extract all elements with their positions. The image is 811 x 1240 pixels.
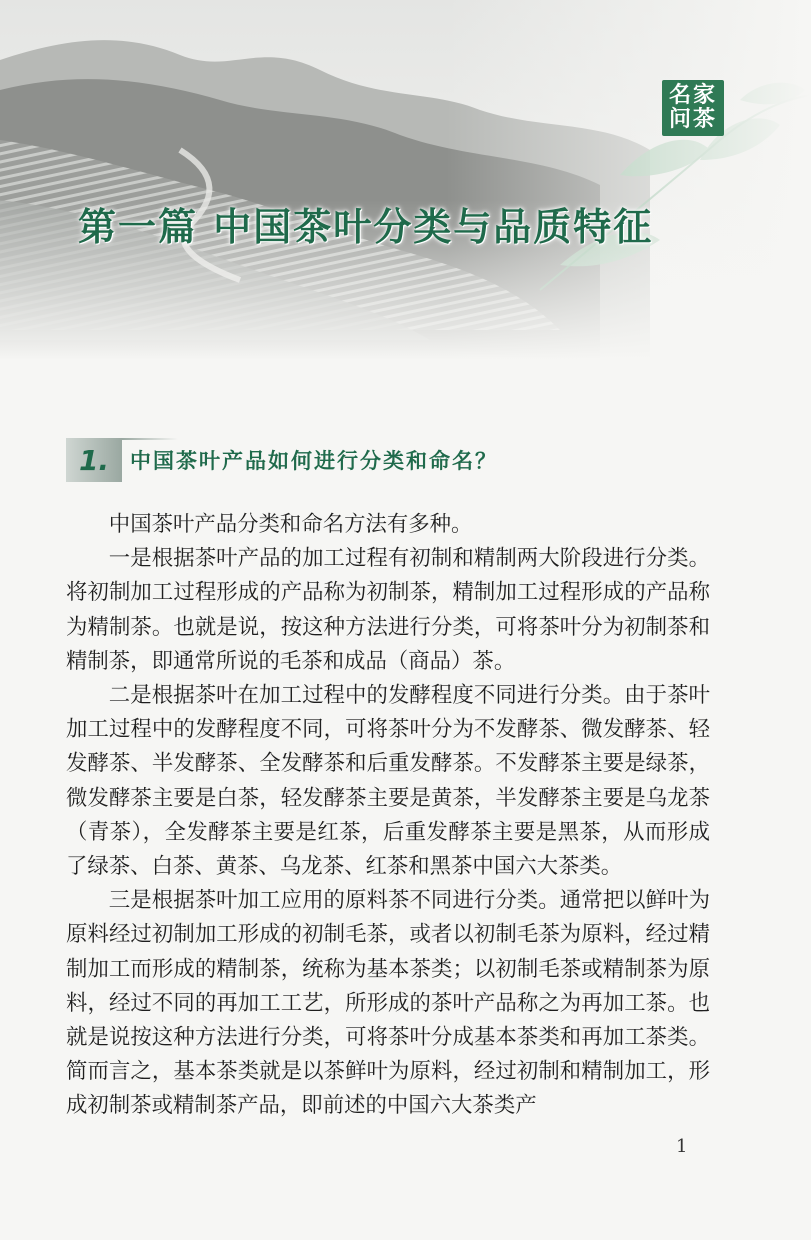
section-title: 中国茶叶产品如何进行分类和命名？ [130,449,498,473]
paragraph: 一是根据茶叶产品的加工过程有初制和精制两大阶段进行分类。将初制加工过程形成的产品称为初制茶，精制加工过程形成的产品称为精制茶。也就是说，按这种方法进行分类，可将茶叶分为初制茶和精制茶，即通常所说的毛茶和成品（商品）茶。 [66,546,710,674]
chapter-title: 第一篇 中国茶叶分类与品质特征 [78,205,654,249]
logo-text-line-1: 名家 [668,83,717,108]
page-number: 1 [676,1136,688,1157]
section-heading [66,438,498,482]
body-text [66,508,710,1124]
brand-logo [662,80,724,136]
tea-plantation-header-illustration [0,0,811,360]
paragraph: 二是根据茶叶在加工过程中的发酵程度不同进行分类。由于茶叶加工过程中的发酵程度不同，可将茶叶分为不发酵茶、微发酵茶、轻发酵茶、半发酵茶、全发酵茶和后重发酵茶。不发酵茶主要是绿茶，微发酵茶主要是白茶，轻发酵茶主要是黄茶，半发酵茶主要是乌龙茶（青茶），全发酵茶主要是红茶，后重发酵茶主要是黑茶，从而形成了绿茶、白茶、黄茶、乌龙茶、红茶和黑茶中国六大茶类。 [66,683,710,880]
section-number-badge: 1. [66,438,122,482]
paragraph: 三是根据茶叶加工应用的原料茶不同进行分类。通常把以鲜叶为原料经过初制加工形成的初制毛茶，或者以初制毛茶为原料，经过精制加工而形成的精制茶，统称为基本茶类；以初制毛茶或精制茶为原料，经过不同的再加工工艺，所形成的茶叶产品称之为再加工茶。也就是说按这种方法进行分类，可将茶叶分成基本茶类和再加工茶类。简而言之，基本茶类就是以茶鲜叶为原料，经过初制和精制加工，形成初制茶或精制茶产品，即前述的中国六大茶类产 [66,888,710,1119]
logo-text-line-2: 问茶 [668,107,717,132]
paragraph: 中国茶叶产品分类和命名方法有多种。 [108,512,473,537]
